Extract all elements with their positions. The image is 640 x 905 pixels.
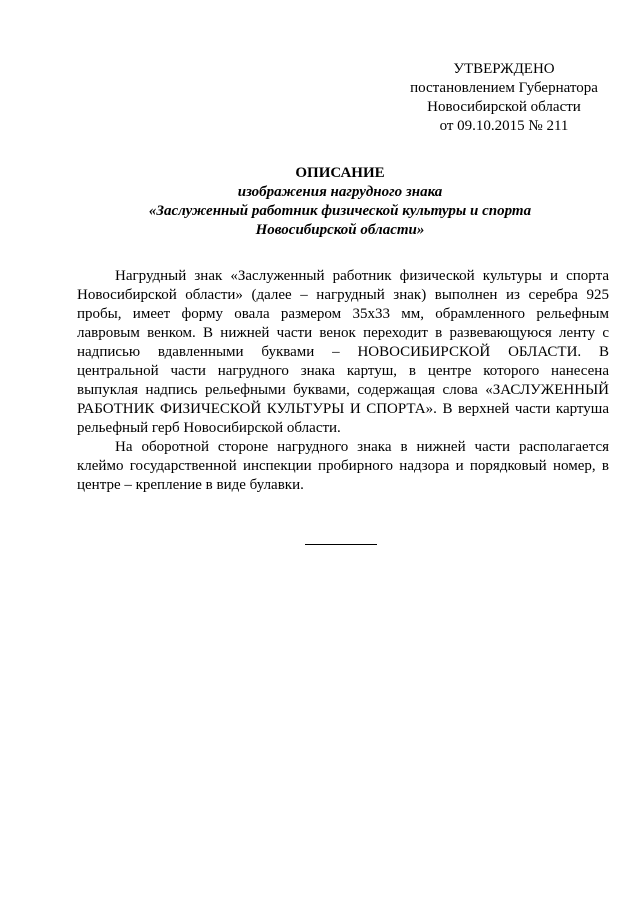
title-badge-region: Новосибирской области» [255, 222, 425, 238]
approval-stamp [404, 60, 604, 136]
document-title [60, 164, 620, 240]
closing-divider [305, 544, 377, 545]
approval-date-number: от 09.10.2015 № 211 [439, 118, 569, 134]
approval-region: Новосибирской области [427, 99, 581, 115]
title-badge-name: «Заслуженный работник физической культуры и спорта [148, 203, 532, 219]
document-body [77, 267, 609, 495]
body-paragraph-description: Нагрудный знак «Заслуженный работник физической культуры и спорта Новосибирской области» (далее – нагрудный знак) выполнен из серебра 925 пробы, имеет форму овала размером 35х33 мм, обрамленного рельефным лавровым венком. В нижней части венок переходит в развевающуюся ленту с надписью вдавленными буквами – НОВОСИБИРСКОЙ ОБЛАСТИ. В центральной части нагрудного знака картуш, в центре которого нанесена выпуклая надпись рельефными буквами, содержащая слова «ЗАСЛУЖЕННЫЙ РАБОТНИК ФИЗИЧЕСКОЙ КУЛЬТУРЫ И СПОРТА». В верхней части картуша рельефный герб Новосибирской области. [77, 268, 609, 436]
approval-heading: УТВЕРЖДЕНО [453, 61, 555, 77]
title-heading: ОПИСАНИЕ [295, 165, 385, 181]
body-paragraph-reverse: На оборотной стороне нагрудного знака в нижней части располагается клеймо государственной инспекции пробирного надзора и порядковый номер, в центре – крепление в виде булавки. [77, 439, 609, 493]
approval-authority: постановлением Губернатора [410, 80, 598, 96]
title-subject: изображения нагрудного знака [237, 184, 443, 200]
